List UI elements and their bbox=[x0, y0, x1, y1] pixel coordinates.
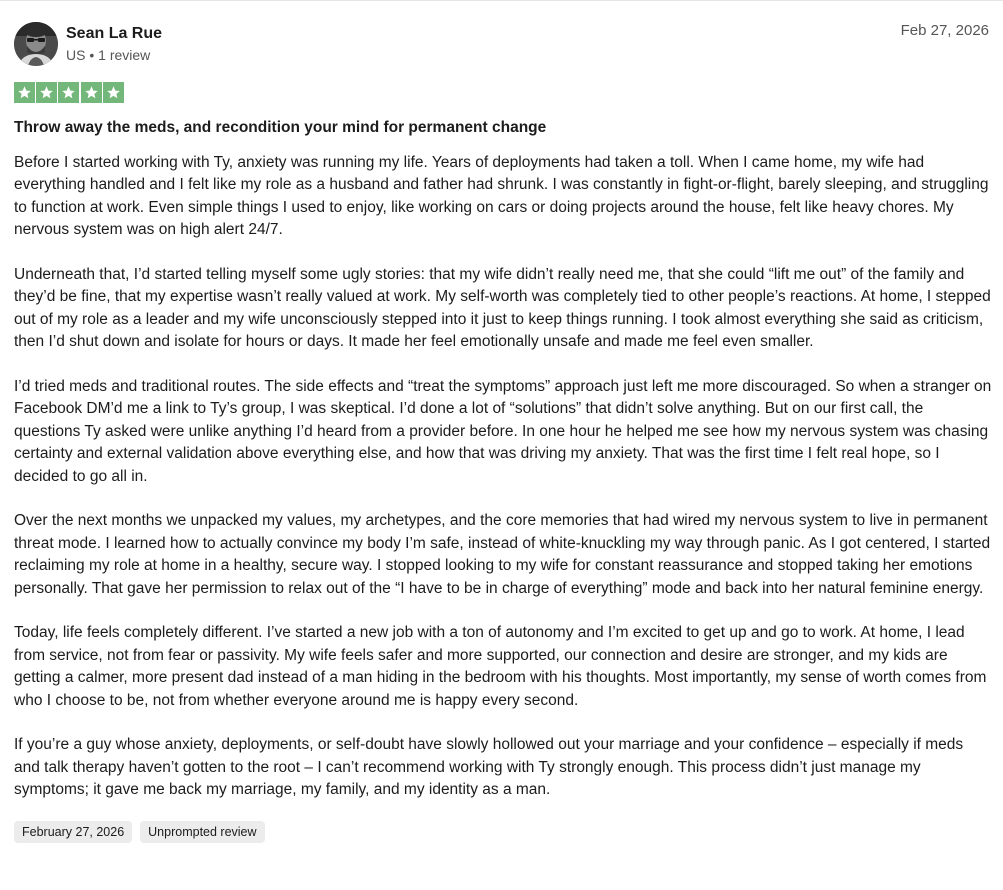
reviewer-review-count: 1 review bbox=[98, 47, 151, 63]
star-5 bbox=[103, 82, 124, 103]
star-icon bbox=[17, 85, 32, 100]
star-rating bbox=[14, 82, 989, 104]
review-tags bbox=[14, 821, 989, 843]
star-icon bbox=[39, 85, 54, 100]
star-3 bbox=[58, 82, 79, 103]
star-4 bbox=[81, 82, 102, 103]
review-paragraph: Before I started working with Ty, anxiety was running my life. Years of deployments had taken a toll. When I came home, my wife had everything handled and I felt like my role as a husband and father had shrunk. I was constantly in fight-or-flight, barely sleeping, and struggling to function at work. Even simple things I used to enjoy, like working on cars or doing projects around the house, felt like heavy chores. My nervous system was on high alert 24/7. bbox=[14, 154, 989, 239]
review-paragraph: Over the next months we unpacked my values, my archetypes, and the core memories that had wired my nervous system to live in permanent threat mode. I learned how to actually convince my body I’m safe, instead of white-knuckling my way through panic. As I got centered, I started reclaiming my role at home in a healthy, secure way. I stopped looking to my wife for constant reassurance and stopped taking her emotions personally. That gave her permission to relax out of the “I have to be in charge of everything” mode and back into her natural feminine energy. bbox=[14, 512, 991, 597]
unprompted-review-tag[interactable]: Unprompted review bbox=[140, 821, 264, 843]
star-2 bbox=[36, 82, 57, 103]
review-title[interactable]: Throw away the meds, and recondition your mind for permanent change bbox=[14, 119, 547, 136]
date-of-experience-tag: February 27, 2026 bbox=[14, 821, 132, 843]
reviewer-name[interactable]: Sean La Rue bbox=[66, 25, 163, 42]
review-body bbox=[14, 152, 992, 802]
star-icon bbox=[61, 85, 76, 100]
avatar-photo-icon bbox=[14, 22, 58, 66]
avatar[interactable] bbox=[14, 22, 58, 66]
review-paragraph: Underneath that, I’d started telling myself some ugly stories: that my wife didn’t really need me, that she could “lift me out” of the family and they’d be fine, that my expertise wasn’t really valued at work. My self-worth was completely tied to other people’s reactions. At home, I stepped out of my role as a leader and my wife unconsciously stepped into it just to keep things running. I took almost everything she said as criticism, then I’d shut down and isolate for hours or days. It made her feel emotionally unsafe and made me feel even smaller. bbox=[14, 266, 991, 351]
meta-separator: • bbox=[89, 47, 95, 63]
review-paragraph: Today, life feels completely different. I’ve started a new job with a ton of autonomy and I’m excited to get up and go to work. At home, I lead from service, not from fear or passivity. My wife feels safer and more supported, our connection and desire are stronger, and my kids are getting a calmer, more present dad instead of a man hiding in the bedroom with his thoughts. Most importantly, my sense of worth comes from who I choose to be, not from whether everyone around me is happy every second. bbox=[14, 624, 987, 709]
review-paragraph: If you’re a guy whose anxiety, deployments, or self-doubt have slowly hollowed out your marriage and your confidence – especially if meds and talk therapy haven’t gotten to the root – I can’t recommend working with Ty strongly enough. This process didn’t just manage my symptoms; it gave me back my marriage, my family, and my identity as a man. bbox=[14, 736, 964, 799]
star-icon bbox=[84, 85, 99, 100]
review-date: Feb 27, 2026 bbox=[900, 22, 989, 39]
reviewer-meta bbox=[66, 46, 162, 64]
reviewer-info bbox=[66, 24, 162, 64]
reviewer-country: US bbox=[66, 47, 86, 63]
review-header bbox=[14, 21, 989, 67]
star-icon bbox=[106, 85, 121, 100]
review-paragraph: I’d tried meds and traditional routes. The side effects and “treat the symptoms” approach just left me more discouraged. So when a stranger on Facebook DM’d me a link to Ty’s group, I was skeptical. I’d done a lot of “solutions” that didn’t solve anything. But on our first call, the questions Ty asked were unlike anything I’d heard from a provider before. In one hour he helped me see how my nervous system was chasing certainty and external validation above everything else, and how that was driving my anxiety. That was the first time I felt real hope, so I decided to go all in. bbox=[14, 378, 992, 485]
star-1 bbox=[14, 82, 35, 103]
